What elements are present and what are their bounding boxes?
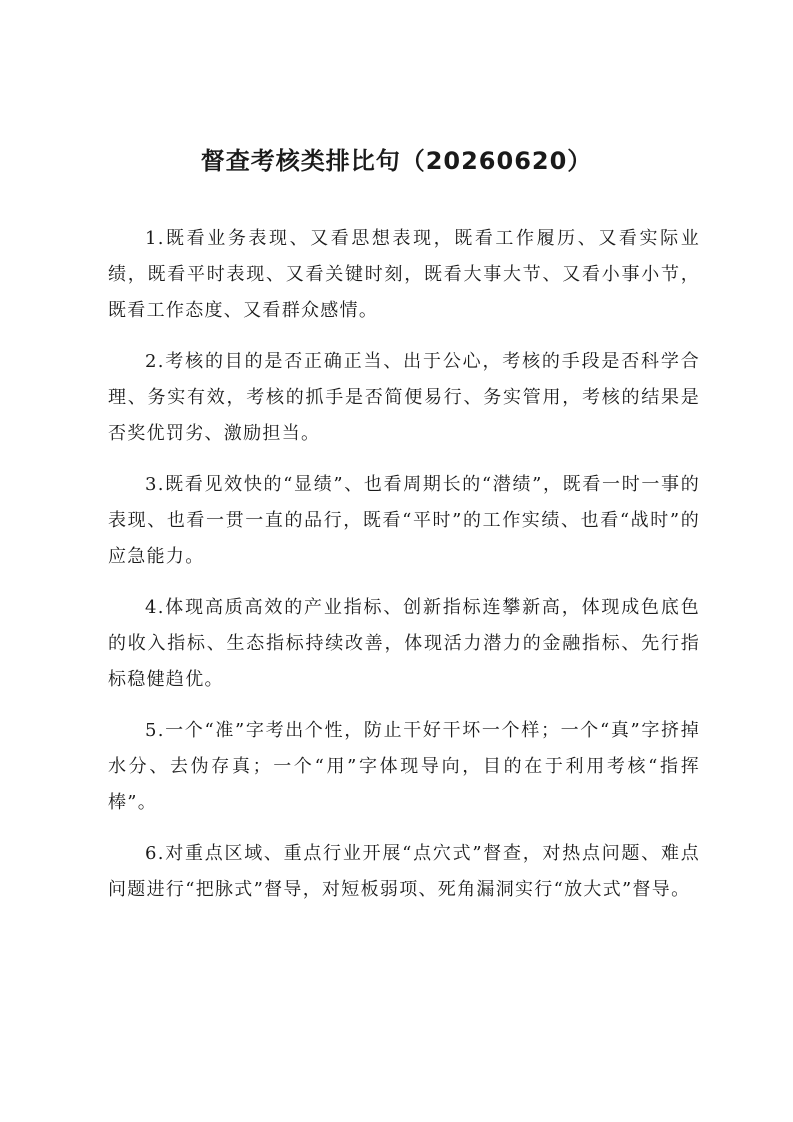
paragraph-2: 2.考核的目的是否正确正当、出于公心，考核的手段是否科学合理、务实有效，考核的抓手是否简便易行、务实管用，考核的结果是否奖优罚劣、激励担当。 bbox=[108, 351, 700, 444]
paragraph-1: 1.既看业务表现、又看思想表现，既看工作履历、又看实际业绩，既看平时表现、又看关键时刻，既看大事大节、又看小事小节，既看工作态度、又看群众感情。 bbox=[108, 228, 700, 321]
paragraph-5: 5.一个“准”字考出个性，防止干好干坏一个样；一个“真”字挤掉水分、去伪存真；一个“用”字体现导向，目的在于利用考核“指挥棒”。 bbox=[108, 720, 700, 813]
paragraph-4: 4.体现高质高效的产业指标、创新指标连攀新高，体现成色底色的收入指标、生态指标持续改善，体现活力潜力的金融指标、先行指标稳健趋优。 bbox=[108, 597, 700, 690]
paragraph-6: 6.对重点区域、重点行业开展“点穴式”督查，对热点问题、难点问题进行“把脉式”督导，对短板弱项、死角漏洞实行“放大式”督导。 bbox=[108, 843, 700, 900]
document-title: 督查考核类排比句（20260620） bbox=[200, 147, 593, 175]
paragraph-3: 3.既看见效快的“显绩”、也看周期长的“潜绩”，既看一时一事的表现、也看一贯一直的品行，既看“平时”的工作实绩、也看“战时”的应急能力。 bbox=[108, 474, 700, 567]
